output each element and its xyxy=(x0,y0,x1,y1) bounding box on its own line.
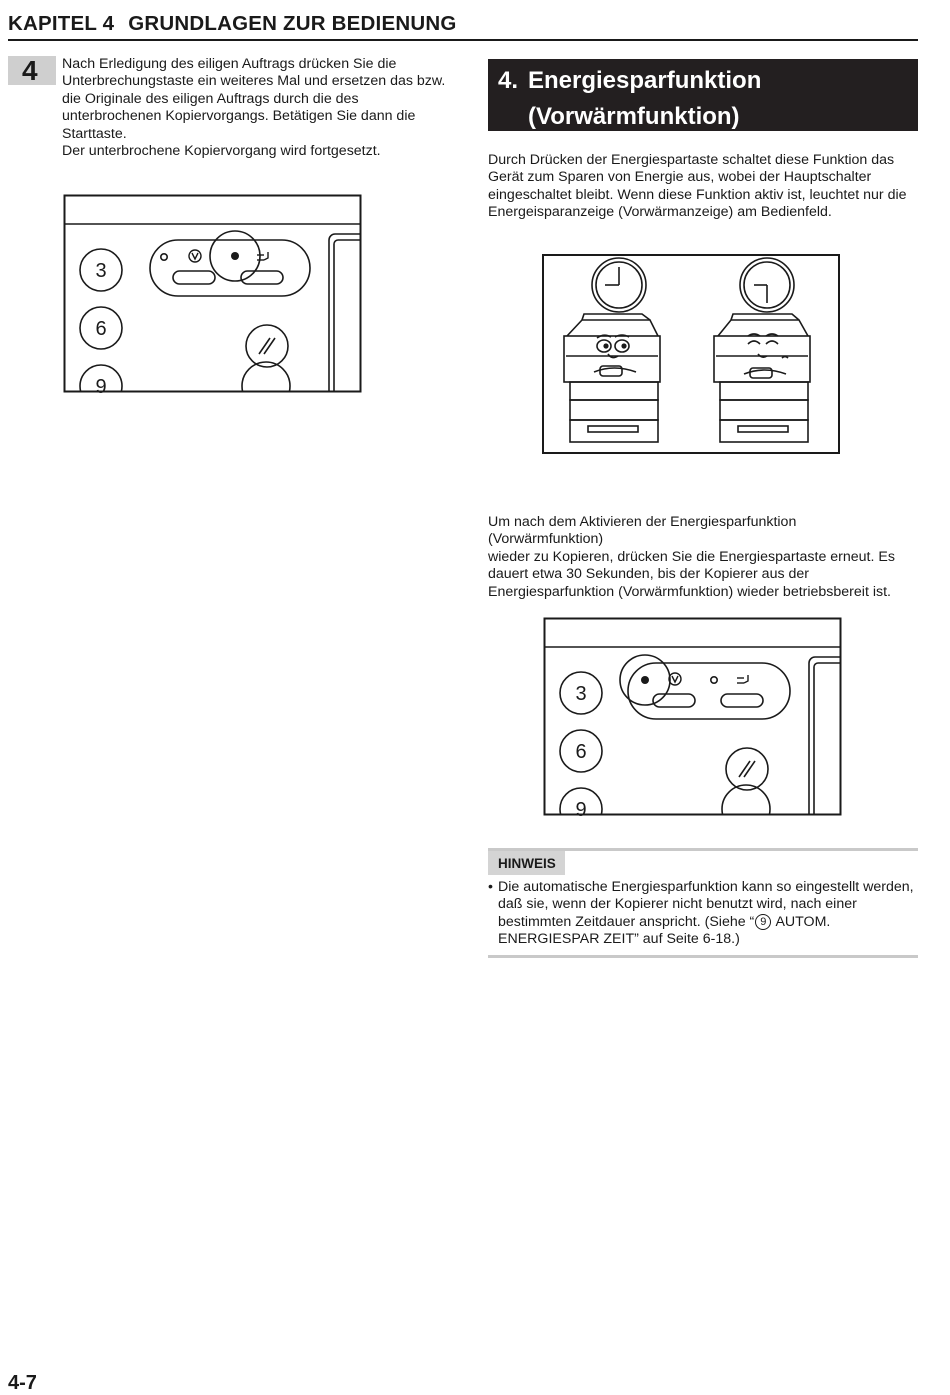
step-line: Unterbrechungstaste ein weiteres Mal und ersetzen das bzw. xyxy=(62,73,446,90)
paragraph-line: Durch Drücken der Energiespartaste schaltet diese Funktion das xyxy=(488,152,895,168)
intro-paragraph xyxy=(488,152,913,222)
note-line: ENERGIESPAR ZEIT” auf Seite 6-18.) xyxy=(498,931,740,948)
note-line xyxy=(498,914,918,931)
paragraph-line: Energeisparanzeige (Vorwärmanzeige) am Bedienfeld. xyxy=(488,204,832,221)
note-text: bestimmten Zeitdauer anspricht. (Siehe “ xyxy=(498,913,755,930)
key-9-label: 9 xyxy=(575,799,587,816)
copier-sleep-illustration xyxy=(542,254,840,454)
step-line: die Originale des eiligen Auftrags durch die des xyxy=(62,90,359,107)
key-6-label: 6 xyxy=(95,318,107,340)
step-line: Der unterbrochene Kopiervorgang wird fortgesetzt. xyxy=(62,143,381,160)
paragraph-line: Gerät zum Sparen von Energie aus, wobei der Hauptschalter xyxy=(488,169,872,186)
page-number: 4-7 xyxy=(8,1372,37,1394)
step-number: 4 xyxy=(8,56,56,85)
resume-paragraph xyxy=(488,514,913,601)
key-9-label: 9 xyxy=(95,376,107,393)
paragraph-line: Um nach dem Aktivieren der Energiesparfunktion (Vorwärmfunktion) xyxy=(488,514,797,548)
note-line: daß sie, wenn der Kopierer nicht benutzt wird, nach einer xyxy=(498,896,857,913)
section-heading xyxy=(488,59,918,131)
note-item xyxy=(488,879,918,949)
section-number: 4. xyxy=(498,67,519,94)
step-line: unterbrochenen Kopiervorgangs. Betätigen Sie dann die xyxy=(62,108,416,125)
step-line: Nach Erledigung des eiligen Auftrags drücken Sie die xyxy=(62,56,397,72)
control-panel-figure-energy-save xyxy=(543,617,842,816)
step-line: Starttaste. xyxy=(62,125,127,142)
circled-number: 9 xyxy=(755,914,771,930)
note-text: AUTOM. xyxy=(772,913,831,930)
key-3-label: 3 xyxy=(95,260,107,282)
control-panel-figure-interrupt xyxy=(63,194,362,393)
paragraph-line: wieder zu Kopieren, drücken Sie die Energiespartaste erneut. Es xyxy=(488,548,895,565)
chapter-number: KAPITEL 4 xyxy=(8,12,115,35)
note-label: HINWEIS xyxy=(488,851,565,875)
key-3-label: 3 xyxy=(575,683,587,705)
key-6-label: 6 xyxy=(575,741,587,763)
paragraph-line: eingeschaltet bleibt. Wenn diese Funktion aktiv ist, leuchtet nur die xyxy=(488,186,907,203)
note-box xyxy=(488,848,918,958)
note-line: • Die automatische Energiesparfunktion kann so eingestellt werden, xyxy=(498,879,914,895)
section-title-line1: Energiesparfunktion xyxy=(528,67,762,94)
section-title-line2: (Vorwärmfunktion) xyxy=(528,103,740,130)
paragraph-line: Energiesparfunktion (Vorwärmfunktion) wieder betriebsbereit ist. xyxy=(488,583,891,600)
step-text xyxy=(62,56,452,160)
chapter-header xyxy=(8,12,918,41)
note-list xyxy=(488,879,918,949)
chapter-title: GRUNDLAGEN ZUR BEDIENUNG xyxy=(128,12,457,35)
paragraph-line: dauert etwa 30 Sekunden, bis der Kopierer aus der xyxy=(488,566,809,583)
